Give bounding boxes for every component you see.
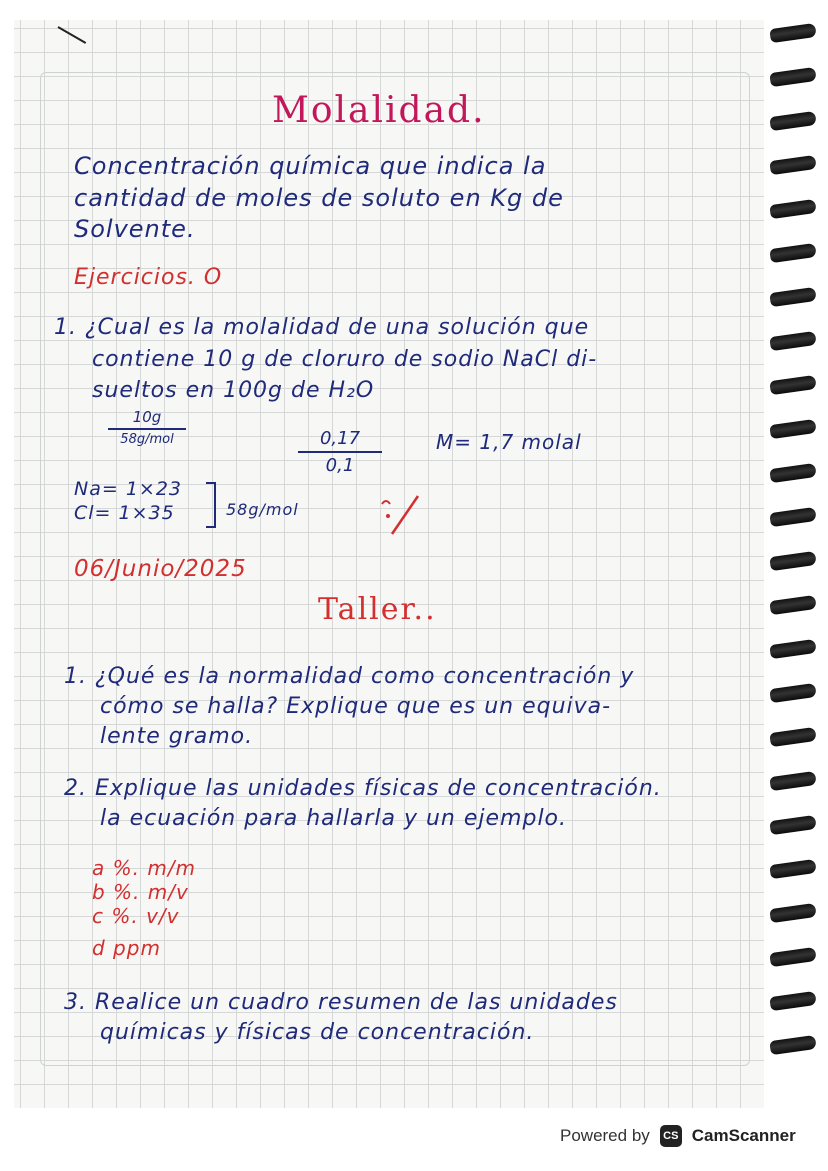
fraction-numerator: 0,17 (319, 428, 361, 449)
spiral-ring (769, 551, 817, 571)
spiral-ring (769, 287, 817, 307)
definition-line: Solvente. (74, 215, 196, 243)
spiral-ring (769, 991, 817, 1011)
spiral-ring (769, 243, 817, 263)
spiral-binding (764, 20, 824, 1090)
atomic-mass-na: Na= 1×23 (74, 478, 183, 500)
spiral-ring (769, 23, 817, 43)
spiral-ring (769, 815, 817, 835)
molar-mass: 58g/mol (226, 500, 299, 519)
fraction-denominator: 58g/mol (120, 432, 174, 447)
spiral-ring (769, 947, 817, 967)
definition-line: cantidad de moles de soluto en Kg de (74, 184, 564, 212)
workshop-title: Taller.. (318, 592, 437, 627)
spiral-ring (769, 199, 817, 219)
spiral-ring (769, 859, 817, 879)
subitem: b %. m/v (92, 880, 189, 904)
fraction-moles (108, 408, 186, 447)
subitem: d ppm (92, 936, 161, 960)
fraction-bar (298, 451, 382, 453)
question-line: la ecuación para hallarla y un ejemplo. (100, 806, 568, 831)
spiral-ring (769, 375, 817, 395)
subitem: a %. m/m (92, 856, 197, 880)
question-line: 2. Explique las unidades físicas de concentración. (64, 776, 662, 801)
spiral-ring (769, 771, 817, 791)
question-line: cómo se halla? Explique que es un equiva- (100, 694, 612, 719)
fraction-bar (108, 428, 186, 430)
exercise-question-line: 1. ¿Cual es la molalidad de una solución que (54, 315, 590, 340)
question-line: químicas y físicas de concentración. (100, 1020, 535, 1045)
spiral-ring (769, 155, 817, 175)
subitem: c %. v/v (92, 904, 180, 928)
question-line: 1. ¿Qué es la normalidad como concentración y (64, 664, 635, 689)
fraction-numerator: 10g (132, 408, 162, 426)
bracket (206, 482, 216, 528)
exercise-result: M= 1,7 molal (436, 430, 582, 454)
spiral-ring (769, 331, 817, 351)
camscanner-watermark (560, 1125, 796, 1147)
camscanner-brand: CamScanner (691, 1126, 796, 1145)
powered-by-text: Powered by (560, 1126, 650, 1145)
spiral-ring (769, 595, 817, 615)
spiral-ring (769, 1035, 817, 1055)
question-line: 3. Realice un cuadro resumen de las unidades (64, 990, 618, 1015)
spiral-ring (769, 463, 817, 483)
spiral-ring (769, 683, 817, 703)
date-label: 06/Junio/2025 (74, 556, 247, 582)
page-title: Molalidad. (272, 90, 486, 131)
definition-line: Concentración química que indica la (74, 152, 547, 180)
spiral-ring (769, 903, 817, 923)
exercise-question-line: sueltos en 100g de H₂O (92, 378, 375, 403)
spiral-ring (769, 727, 817, 747)
exercise-question-line: contiene 10 g de cloruro de sodio NaCl di- (92, 347, 598, 372)
spiral-ring (769, 67, 817, 87)
spiral-ring (769, 639, 817, 659)
camscanner-logo-icon: CS (660, 1125, 682, 1147)
spiral-ring (769, 419, 817, 439)
exercises-label: Ejercicios. O (74, 265, 223, 290)
spiral-ring (769, 111, 817, 131)
atomic-mass-cl: Cl= 1×35 (74, 502, 175, 524)
spiral-ring (769, 507, 817, 527)
question-line: lente gramo. (100, 724, 254, 749)
checkmark-icon (378, 492, 424, 536)
fraction-denominator: 0,1 (325, 455, 355, 476)
fraction-molality (298, 428, 382, 476)
